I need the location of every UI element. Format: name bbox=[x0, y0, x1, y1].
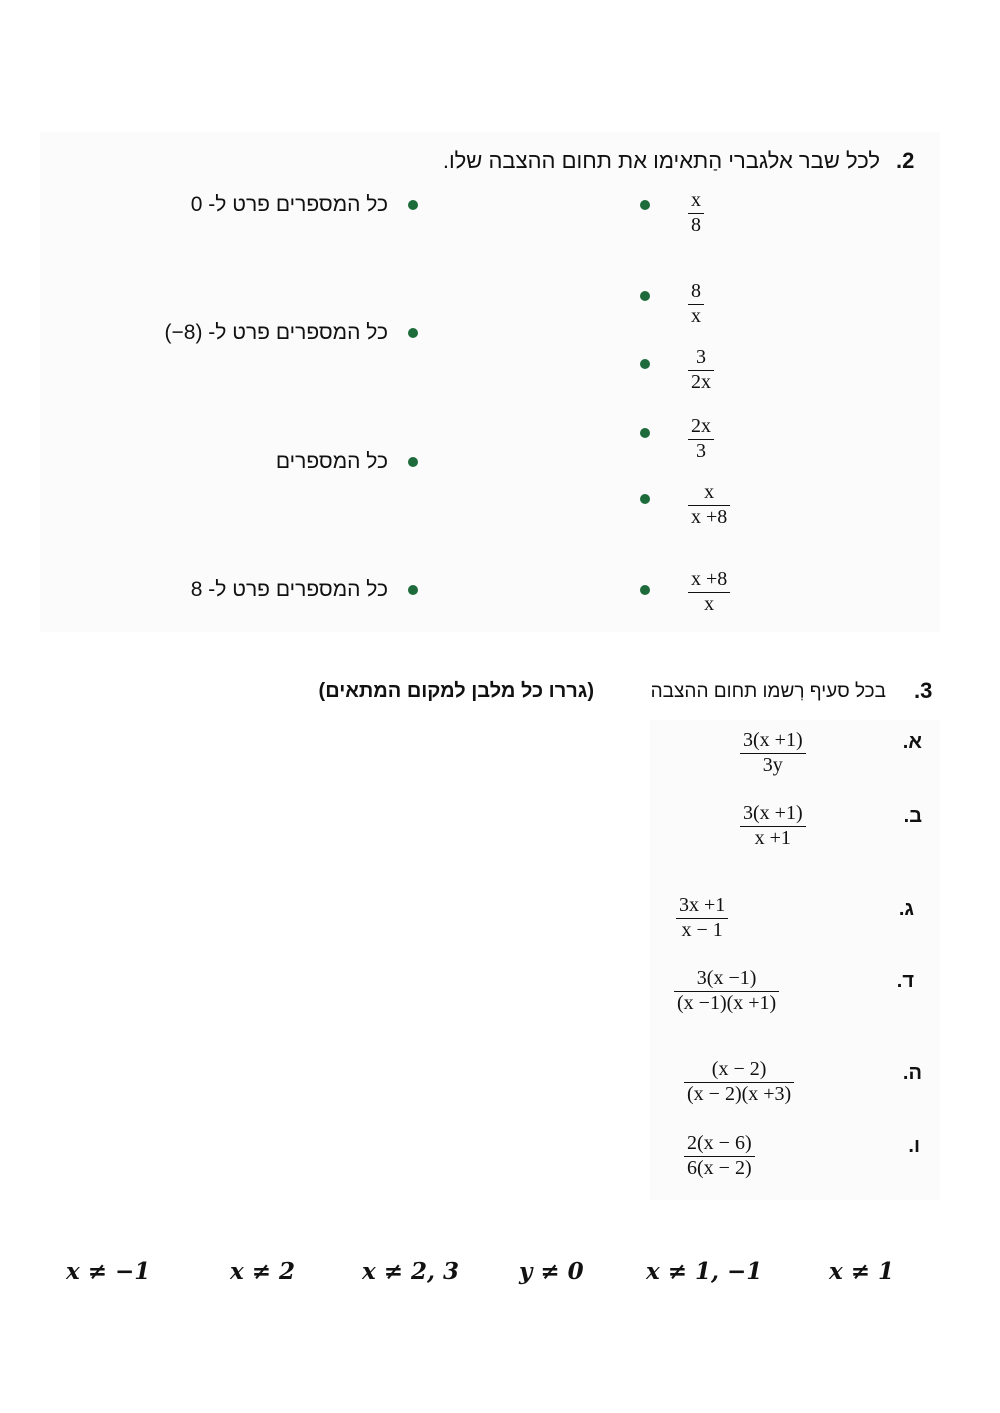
match-dot-domain-2[interactable] bbox=[408, 328, 418, 338]
fraction-4-numerator: 2x bbox=[691, 415, 711, 437]
fraction-2 bbox=[688, 281, 704, 327]
match-dot-fraction-3[interactable] bbox=[640, 359, 650, 369]
q3-fraction-b-numerator: 3(x +1) bbox=[743, 802, 803, 824]
fraction-6-numerator: x +8 bbox=[691, 568, 728, 590]
fraction-5-numerator: x bbox=[704, 481, 715, 503]
item-label-a: א. bbox=[902, 731, 922, 753]
q3-fraction-f-denominator: 6(x − 2) bbox=[687, 1156, 752, 1179]
q3-fraction-a-numerator: 3(x +1) bbox=[743, 729, 803, 751]
q3-fraction-a bbox=[740, 730, 806, 776]
fraction-1-denominator: 8 bbox=[691, 213, 701, 236]
match-dot-fraction-4[interactable] bbox=[640, 428, 650, 438]
fraction-1 bbox=[688, 190, 704, 236]
q3-fraction-b-denominator: x +1 bbox=[754, 826, 791, 849]
item-label-b: ב. bbox=[903, 805, 922, 827]
match-dot-fraction-2[interactable] bbox=[640, 291, 650, 301]
match-dot-fraction-6[interactable] bbox=[640, 585, 650, 595]
fraction-4 bbox=[688, 416, 714, 462]
question-3-panel bbox=[650, 720, 940, 1200]
item-label-e: ה. bbox=[902, 1062, 922, 1084]
q3-fraction-f-numerator: 2(x − 6) bbox=[687, 1132, 752, 1154]
q3-fraction-f bbox=[684, 1133, 755, 1179]
item-label-d: ד. bbox=[896, 970, 914, 992]
q3-fraction-c bbox=[676, 895, 728, 941]
answer-tile[interactable]: x ≠ 1, −1 bbox=[646, 1258, 763, 1285]
q3-fraction-e bbox=[684, 1059, 794, 1105]
fraction-5 bbox=[688, 482, 730, 528]
question-2-number: .2 bbox=[896, 148, 915, 173]
item-label-c: ג. bbox=[898, 898, 914, 920]
answer-tile[interactable]: y ≠ 0 bbox=[519, 1258, 584, 1285]
item-label-f: ו. bbox=[908, 1135, 920, 1157]
answer-tile[interactable]: x ≠ 2, 3 bbox=[362, 1258, 460, 1285]
question-3-instruction: בכל סעיף רְשמו תחום ההצבה bbox=[650, 681, 886, 702]
q3-fraction-d bbox=[674, 968, 779, 1014]
fraction-1-numerator: x bbox=[691, 189, 701, 211]
domain-option-1: כל המספרים פרט ל- 0 bbox=[190, 193, 388, 216]
fraction-6-denominator: x bbox=[704, 592, 715, 615]
q3-fraction-d-denominator: (x −1)(x +1) bbox=[677, 991, 777, 1014]
answer-tile[interactable]: x ≠ 1 bbox=[829, 1258, 895, 1285]
question-3-drag-instruction: (גררו כל מלבן למקום המתאים) bbox=[318, 680, 594, 702]
fraction-3-denominator: 2x bbox=[691, 370, 711, 393]
fraction-5-denominator: x +8 bbox=[691, 505, 728, 528]
domain-option-2: כל המספרים פרט ל- (8−) bbox=[164, 321, 388, 344]
fraction-3-numerator: 3 bbox=[696, 346, 706, 368]
q3-fraction-b bbox=[740, 803, 806, 849]
q3-fraction-e-numerator: (x − 2) bbox=[711, 1058, 767, 1080]
q3-fraction-a-denominator: 3y bbox=[762, 753, 783, 776]
answer-tile[interactable]: x ≠ −1 bbox=[66, 1258, 151, 1285]
q3-fraction-d-numerator: 3(x −1) bbox=[696, 967, 757, 989]
match-dot-domain-1[interactable] bbox=[408, 200, 418, 210]
fraction-2-denominator: x bbox=[691, 304, 701, 327]
answer-tile[interactable]: x ≠ 2 bbox=[230, 1258, 296, 1285]
domain-option-4: כל המספרים פרט ל- 8 bbox=[190, 578, 388, 601]
match-dot-domain-4[interactable] bbox=[408, 585, 418, 595]
fraction-2-numerator: 8 bbox=[691, 280, 701, 302]
match-dot-fraction-1[interactable] bbox=[640, 200, 650, 210]
question-2-title: לכל שבר אלגברי הַתאימו את תחום ההצבה שלו. bbox=[442, 148, 880, 173]
domain-option-3: כל המספרים bbox=[275, 450, 388, 473]
q3-fraction-e-denominator: (x − 2)(x +3) bbox=[687, 1082, 792, 1105]
q3-fraction-c-denominator: x − 1 bbox=[681, 918, 723, 941]
fraction-3 bbox=[688, 347, 714, 393]
match-dot-fraction-5[interactable] bbox=[640, 494, 650, 504]
question-2-panel bbox=[40, 132, 940, 632]
question-3-number: .3 bbox=[914, 678, 933, 703]
fraction-4-denominator: 3 bbox=[696, 439, 706, 462]
q3-fraction-c-numerator: 3x +1 bbox=[679, 894, 726, 916]
fraction-6 bbox=[688, 569, 730, 615]
match-dot-domain-3[interactable] bbox=[408, 457, 418, 467]
